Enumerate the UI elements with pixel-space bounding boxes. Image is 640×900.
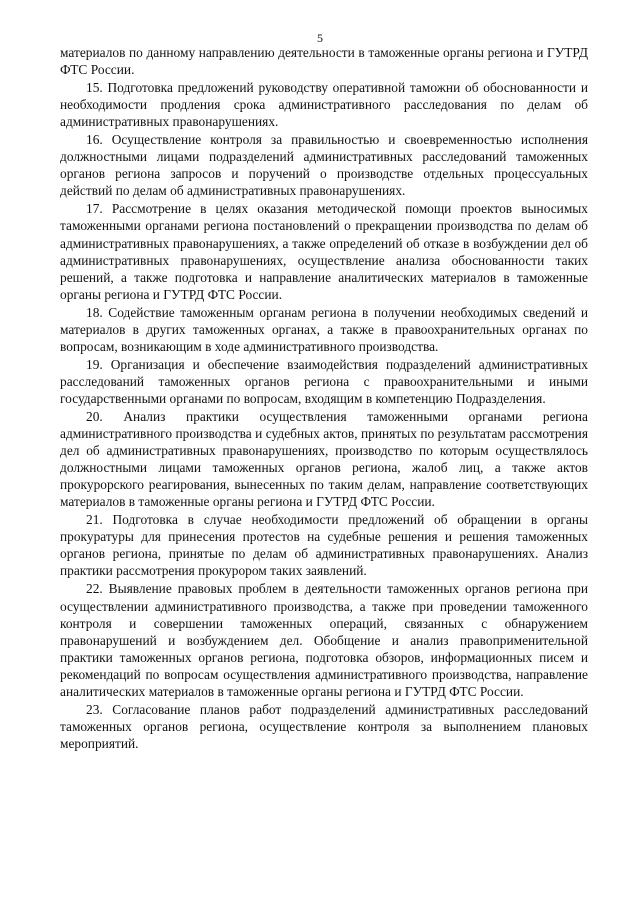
paragraph-item-18: 18. Содействие таможенным органам региона в получении необходимых сведений и материалов в других таможенных органах, а также в правоохранительных органах по вопросам, возникающим в ходе административного производства. (60, 304, 588, 354)
paragraph-item-16: 16. Осуществление контроля за правильностью и своевременностью исполнения должностными лицами подразделений административных расследований таможенных органов региона запросов и поручений о производстве отдельных процессуальных действий по делам об административных правонарушениях. (60, 132, 588, 199)
paragraph-item-17: 17. Рассмотрение в целях оказания методической помощи проектов выносимых таможенными органами региона постановлений о прекращении производства по делам об административных правонарушениях, а также определений об отказе в возбуждении дел об административных правонарушениях, осуществление анализа обоснованности таких решений, а также подготовка и направление аналитических материалов в таможенные органы региона и ГУТРД ФТС России. (60, 201, 588, 302)
document-body (60, 44, 588, 752)
paragraph-continuation: материалов по данному направлению деятельности в таможенные органы региона и ГУТРД ФТС России. (60, 45, 588, 78)
paragraph-item-23: 23. Согласование планов работ подразделений административных расследований таможенных органов региона, осуществление контроля за выполнением плановых мероприятий. (60, 701, 588, 751)
paragraph-item-22: 22. Выявление правовых проблем в деятельности таможенных органов региона при осуществлении административного производства, а также при проведении таможенного контроля и совершении таможенных операций, связанных с обнаружением правонарушений и возбуждением дел. Обобщение и анализ правоприменительной практики таможенных органов региона, подготовка обзоров, информационных писем и рекомендаций по вопросам осуществления административного производства, направление аналитических материалов в таможенные органы региона и ГУТРД ФТС России. (60, 581, 588, 699)
paragraph-item-21: 21. Подготовка в случае необходимости предложений об обращении в органы прокуратуры для принесения протестов на судебные решения и решения таможенных органов региона, принятые по делам об административных правонарушениях. Анализ практики рассмотрения прокурором таких заявлений. (60, 512, 588, 579)
paragraph-item-19: 19. Организация и обеспечение взаимодействия подразделений административных расследований таможенных органов региона с правоохранительными и иными государственными органами по вопросам, входящим в компетенцию Подразделения. (60, 356, 588, 406)
paragraph-item-15: 15. Подготовка предложений руководству оперативной таможни об обоснованности и необходимости продления срока административного расследования по делам об административных правонарушениях. (60, 80, 588, 130)
page-number: 5 (317, 31, 323, 45)
paragraph-item-20: 20. Анализ практики осуществления таможенными органами региона административного производства и судебных актов, принятых по результатам рассмотрения дел об административных правонарушениях, производство по которым осуществлялось должностными лицами таможенных органов региона, жалоб лиц, а также актов прокурорского реагирования, вынесенных по таким делам, направление соответствующих материалов в таможенные органы региона и ГУТРД ФТС России. (60, 408, 588, 510)
